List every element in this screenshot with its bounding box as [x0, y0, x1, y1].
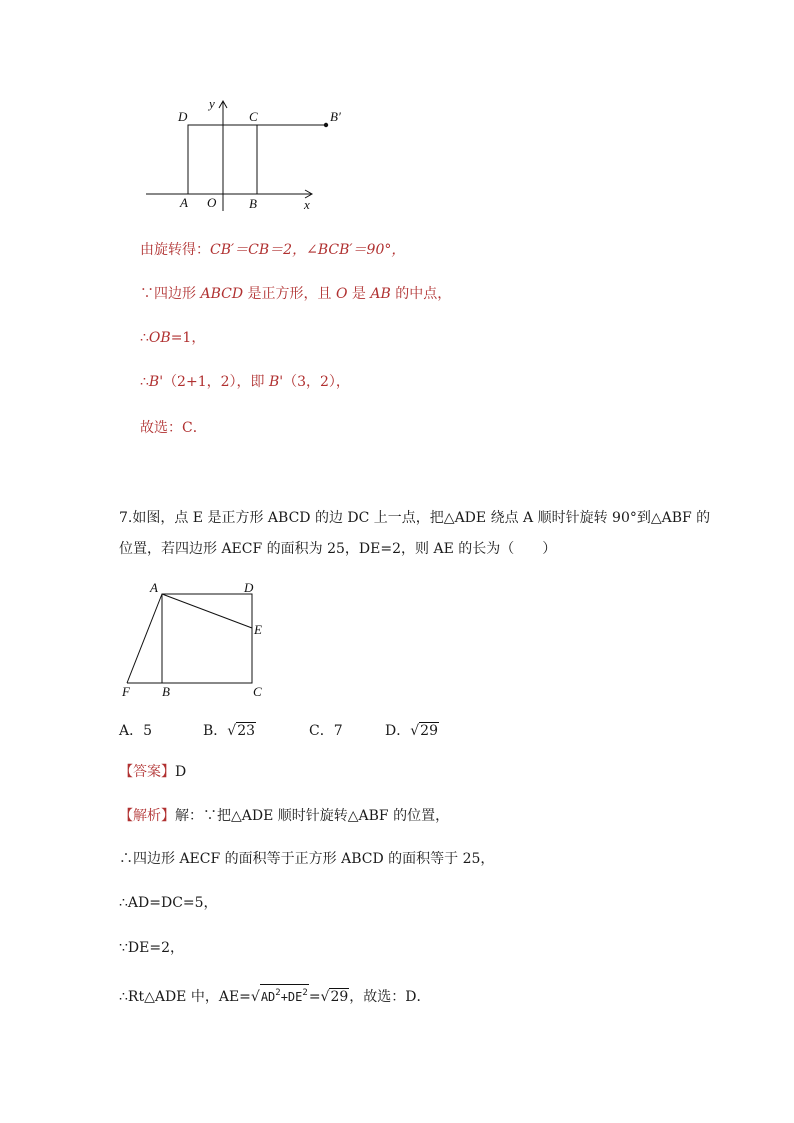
option-b: [203, 721, 256, 741]
label-b-2: B: [162, 684, 170, 699]
label-d-2: D: [244, 580, 254, 595]
solution-line-4: [140, 372, 350, 392]
option-d-prefix: D．: [385, 723, 411, 739]
label-a: A: [180, 195, 188, 210]
question-7-stem-line-2: [119, 539, 556, 559]
option-c-text: C．7: [309, 723, 343, 739]
analysis-sqrt-1-radicand: [260, 984, 309, 1005]
solution-line-4-c: （2+1，2），即: [163, 374, 269, 390]
analysis-line-2: [119, 849, 494, 869]
analysis-line-5-prefix: ∴Rt△ADE 中，AE=: [119, 989, 251, 1005]
label-c: C: [249, 109, 258, 124]
solution-line-1-prefix: 由旋转得：: [140, 242, 210, 258]
solution-line-2-c: 是正方形，且: [243, 286, 336, 302]
segment-ae: [162, 594, 252, 628]
square-rotation-figure: [115, 578, 275, 700]
solution-line-2-a: ∵四边形: [140, 286, 201, 302]
analysis-equals: =: [308, 989, 321, 1005]
analysis-line-1-text: 解：∵把△ADE 顺时针旋转△ABF 的位置，: [175, 808, 450, 824]
option-d-sqrt: √29: [410, 723, 438, 739]
solution-line-1-math: CB′＝CB＝2，∠BCB′＝90°，: [210, 242, 406, 258]
option-a-text: A．5: [119, 723, 153, 739]
solution-line-4-b: B': [148, 374, 164, 390]
analysis-tag: 【解析】: [119, 808, 175, 824]
square-abcd-2: [162, 594, 252, 683]
coordinate-figure: [140, 95, 360, 215]
question-7-stem-2-text: 位置，若四边形 AECF 的面积为 25，DE=2，则 AE 的长为（ ）: [119, 541, 557, 557]
solution-line-2-b: ABCD: [200, 286, 244, 302]
option-d: [385, 721, 439, 741]
analysis-line-5: [119, 984, 431, 1007]
option-c: [309, 721, 343, 741]
answer-tag: 【答案】: [119, 764, 175, 780]
label-e-2: E: [254, 622, 262, 637]
question-7-stem-line-1: [119, 508, 710, 528]
label-x: x: [304, 197, 310, 212]
label-f-2: F: [122, 684, 130, 699]
analysis-line-4: [119, 938, 184, 958]
solution-line-3-c: =1，: [170, 330, 206, 346]
analysis-rad-sup-1: 2: [275, 988, 281, 998]
answer-line: [119, 762, 186, 782]
analysis-sqrt-1: $√AD^2+DE^2$: [251, 984, 309, 1007]
label-o: O: [207, 195, 217, 210]
answer-value: D: [175, 764, 187, 780]
question-7-stem-1-text: 7.如图，点 E 是正方形 ABCD 的边 DC 上一点，把△ADE 绕点 A 顺时针旋转 90°到△ABF 的: [119, 510, 711, 526]
analysis-line-4-text: ∵DE=2，: [119, 940, 184, 956]
option-a: [119, 721, 152, 741]
solution-line-3-b: OB: [148, 330, 171, 346]
option-b-radicand: 23: [237, 723, 256, 739]
option-b-prefix: B．: [203, 723, 228, 739]
label-d: D: [178, 109, 188, 124]
solution-line-4-a: ∴: [140, 374, 149, 390]
label-c-2: C: [253, 684, 262, 699]
analysis-rad-sup-2: 2: [302, 988, 308, 998]
solution-line-1: [140, 240, 405, 260]
solution-line-2-d: O: [335, 286, 348, 302]
analysis-line-5-end: ，故选：D．: [349, 989, 431, 1005]
analysis-sqrt-2: √29: [320, 989, 349, 1005]
solution-line-4-d: B': [268, 374, 284, 390]
analysis-rad-de: +DE: [280, 990, 303, 1004]
option-d-radicand: 29: [420, 723, 438, 739]
label-b-prime: B′: [330, 109, 341, 124]
solution-line-2-f: AB: [370, 286, 391, 302]
solution-line-5-text: 故选：C．: [140, 420, 207, 436]
analysis-line-2-text: ∴四边形 AECF 的面积等于正方形 ABCD 的面积等于 25，: [119, 851, 495, 867]
analysis-line-1: [119, 806, 449, 826]
analysis-rad-ad: AD: [260, 990, 276, 1004]
label-y: y: [209, 96, 215, 111]
analysis-line-3-text: ∴AD=DC=5，: [119, 895, 218, 911]
solution-line-5: [140, 418, 207, 438]
label-b: B: [249, 196, 257, 211]
analysis-line-3: [119, 893, 218, 913]
solution-line-3: [140, 328, 205, 348]
solution-line-2-e: 是: [347, 286, 371, 302]
solution-line-4-e: （3，2），: [283, 374, 350, 390]
label-a-2: A: [150, 580, 158, 595]
solution-line-2: [140, 284, 451, 304]
analysis-sqrt-2-radicand: 29: [330, 989, 349, 1005]
solution-line-3-a: ∴: [140, 330, 149, 346]
solution-line-2-g: 的中点，: [390, 286, 452, 302]
point-b-prime: [324, 123, 328, 127]
segment-af: [127, 594, 162, 683]
option-b-sqrt: √23: [227, 723, 256, 739]
